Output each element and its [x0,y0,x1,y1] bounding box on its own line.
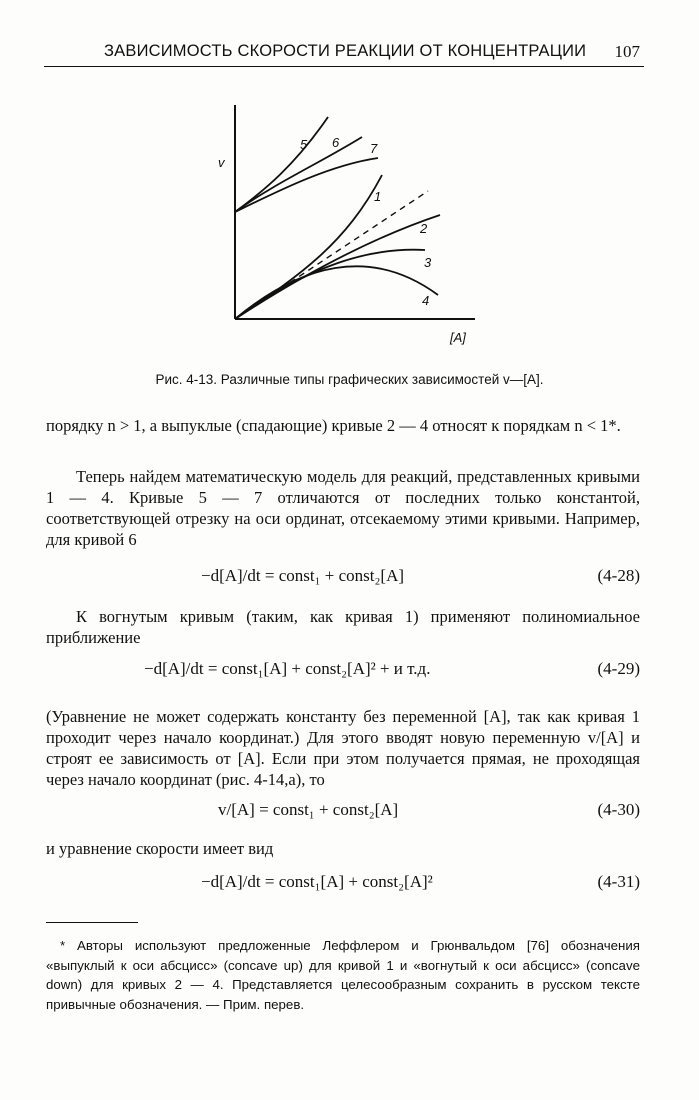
curve-label-6: 6 [332,135,340,150]
curve-label-4: 4 [422,293,430,308]
paragraph-4: (Уравнение не может содержать константу без переменной [A], так как кривая 1 проходит через начало координат.) Для этого вводят новую переменную v/[A] и строят ее зависимость от [A]. Если при этом получается прямая, не проходящая через начало координат (рис. 4-14,a), то [46,707,640,789]
figure-caption: Рис. 4-13. Различные типы графических зависимостей v—[A]. [155,372,544,387]
equation-4-30 [46,800,640,822]
running-title: ЗАВИСИМОСТЬ СКОРОСТИ РЕАКЦИИ ОТ КОНЦЕНТРАЦИИ [104,42,587,60]
curve-label-7: 7 [370,141,378,156]
y-axis-label: v [218,155,225,170]
paragraph-3: К вогнутым кривым (таким, как кривая 1) применяют полиномиальное приближение [46,607,640,647]
curve-4 [235,266,438,319]
curve-6 [235,137,362,212]
equation-number: (4-28) [597,566,640,585]
paragraph-1: порядку n > 1, а выпуклые (спадающие) кривые 2 — 4 относят к порядкам n < 1*. [46,416,621,435]
curve-label-1: 1 [374,189,382,204]
equation-4-31 [46,872,640,894]
equation-4-28 [46,566,640,588]
curve-label-3: 3 [424,255,432,270]
curve-label-5: 5 [300,137,308,152]
equation-expression: −d[A]/dt = const₁[A] + const₂[A]² + и т.д. [144,659,431,678]
curve-7 [235,158,378,212]
footnote-rule [46,922,138,923]
footnote: * Авторы используют предложенные Леффлером и Грюнвальдом [76] обозначения «выпуклый к оси абсцисс» (concave up) для кривой 1 и «вогнутый к оси абсцисс» (concave down) для кривых 2 — 4. Представляется целесообразным сохранить в русском тексте привычные обозначения. — Прим. перев. [46,938,640,1012]
equation-number: (4-29) [597,659,640,678]
page-number: 107 [614,42,640,61]
rate-concentration-figure [200,95,500,355]
paragraph-5: и уравнение скорости имеет вид [46,839,274,858]
equation-expression: −d[A]/dt = const₁[A] + const₂[A]² [201,872,433,891]
equation-number: (4-31) [597,872,640,891]
equation-4-29 [46,659,640,681]
equation-expression: v/[A] = const₁ + const₂[A] [218,800,399,819]
curve-label-2: 2 [420,221,428,236]
x-axis-label: [A] [450,330,466,345]
equation-expression: −d[A]/dt = const₁ + const₂[A] [201,566,405,585]
paragraph-2: Теперь найдем математическую модель для реакций, представленных кривыми 1 — 4. Кривые 5 — 7 отличаются от последних только константой, соответствующей отрезку на оси ординат, отсекаемому этими кривыми. Например, для кривой 6 [46,467,640,549]
running-header [44,38,644,67]
equation-number: (4-30) [597,800,640,819]
curve-3 [235,250,425,319]
